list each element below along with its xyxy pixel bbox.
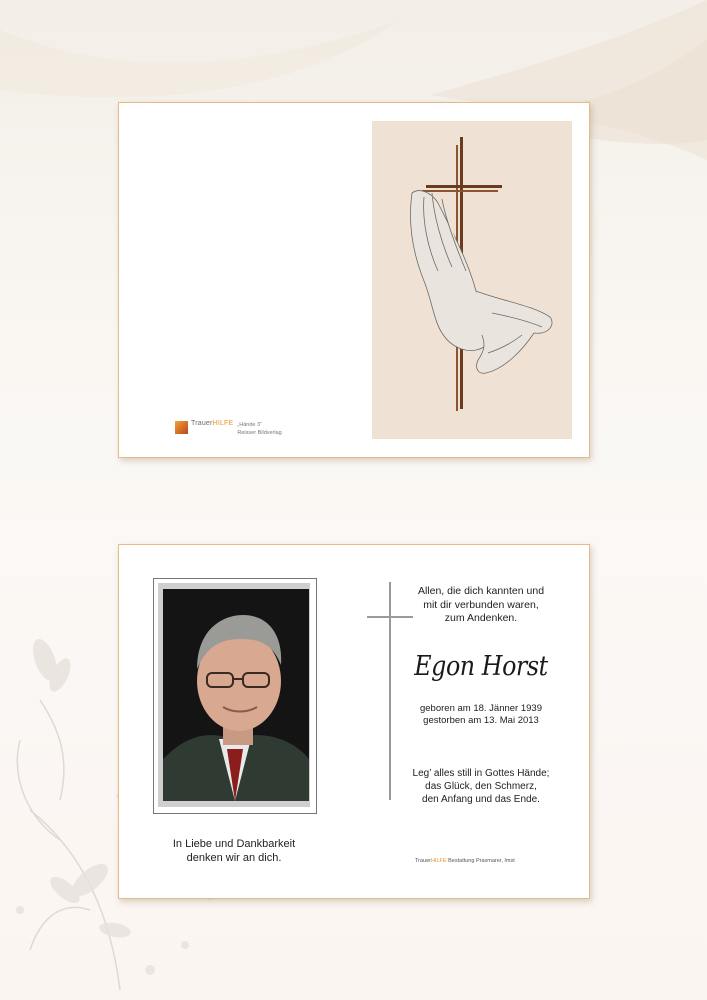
card-inner bbox=[118, 544, 590, 899]
cross-with-praying-hands-illustration bbox=[372, 121, 572, 439]
verse-line: mit dir verbunden waren, bbox=[423, 598, 539, 611]
portrait-frame bbox=[153, 578, 317, 814]
motif-credit bbox=[237, 421, 281, 437]
caption-line: In Liebe und Dankbarkeit bbox=[172, 838, 296, 850]
praying-hands-image bbox=[372, 121, 572, 439]
deceased-name: Egon Horst bbox=[414, 651, 548, 682]
life-dates bbox=[381, 703, 581, 727]
portrait-illustration bbox=[163, 589, 309, 801]
verse-line: den Anfang und das Ende. bbox=[422, 794, 540, 805]
verse-line: zum Andenken. bbox=[444, 612, 518, 624]
brand-suffix: HILFE bbox=[212, 420, 234, 427]
card-front bbox=[118, 102, 590, 458]
footer-credit bbox=[415, 858, 515, 864]
caption bbox=[149, 837, 319, 865]
footer-brand-suffix: HILFE bbox=[431, 858, 447, 864]
caption-line: denken wir an dich. bbox=[186, 852, 282, 864]
motif-publisher: Reisser Bildverlag bbox=[237, 430, 282, 436]
portrait-photo bbox=[163, 589, 309, 801]
verse-line: Leg’ alles still in Gottes Hände; bbox=[412, 768, 550, 779]
birth-date: geboren am 18. Jänner 1939 bbox=[419, 703, 542, 714]
trauerhilfe-logo bbox=[175, 419, 282, 437]
verse-line: Allen, die dich kannten und bbox=[417, 585, 545, 597]
verse-line: das Glück, den Schmerz, bbox=[425, 781, 537, 792]
closing-verse bbox=[381, 767, 581, 806]
logo-mark-icon bbox=[175, 421, 188, 434]
footer-brand-prefix: Trauer bbox=[415, 858, 431, 864]
death-date: gestorben am 13. Mai 2013 bbox=[423, 715, 539, 726]
brand-prefix: Trauer bbox=[191, 420, 213, 427]
motif-title: „Hände 3“ bbox=[237, 422, 262, 428]
footer-undertaker: Bestattung Praxmarer, Imst bbox=[448, 858, 515, 864]
dedication-verse bbox=[381, 585, 581, 626]
